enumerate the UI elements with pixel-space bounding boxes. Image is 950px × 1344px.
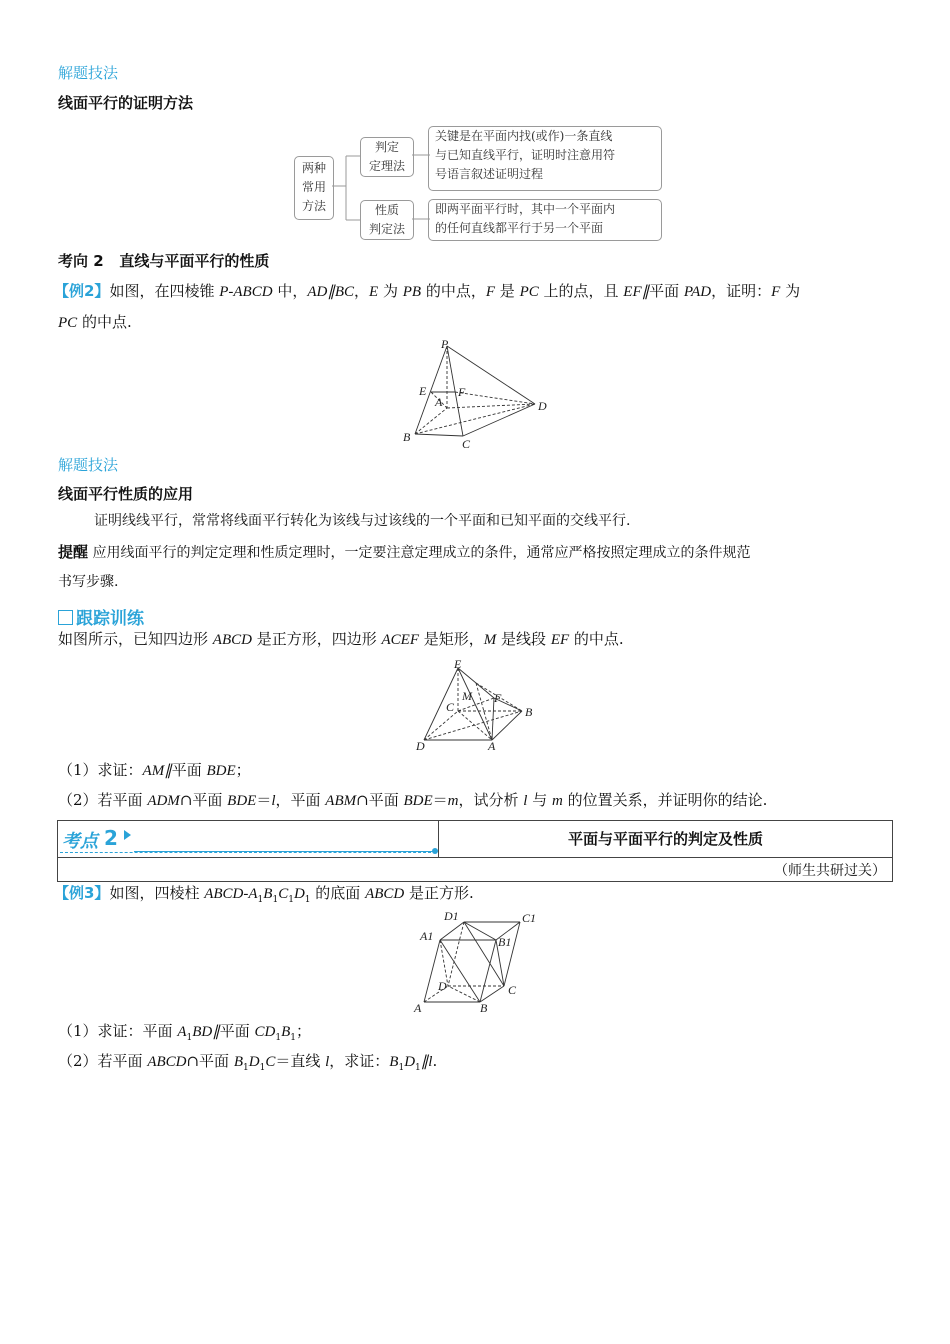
section2-paragraph: 证明线线平行，常常将线面平行转化为该线与过该线的一个平面和已知平面的交线平行. bbox=[94, 513, 631, 529]
method-heading-1: 解题技法 bbox=[58, 64, 119, 82]
example3-question-2: （2）若平面 ABCD∩平面 $B_1D_1C=$直线 l，求证：$B_1D_1\parallel l$. bbox=[58, 1052, 438, 1073]
prism-label-a: A bbox=[414, 1001, 422, 1015]
tip-label: 提醒 bbox=[58, 543, 89, 561]
prism-label-d: D bbox=[438, 979, 447, 993]
prism-label-c: C bbox=[508, 983, 517, 997]
example3-text: 【例3】如图，四棱柱 ABCD-$A_1B_1C_1D_1$ 的底面 ABCD 是正方形. bbox=[54, 884, 474, 905]
prism-label-a1: A1 bbox=[420, 929, 434, 943]
fig2-label-e: E bbox=[454, 657, 462, 671]
diagram-branch-2-desc: 即两平面平行时，其中一个平面内 的任何直线都平行于另一个平面 bbox=[428, 199, 662, 241]
pyramid-label-e: E bbox=[419, 384, 427, 398]
practice-heading: 跟踪训练 bbox=[58, 604, 144, 629]
play-arrow-icon bbox=[124, 830, 131, 840]
example2-text: 【例2】如图，在四棱锥 P-ABCD 中，AD∥BC，E 为 PB 的中点，F 是 PC 上的点，且 EF∥平面 PAD，证明：F 为 bbox=[54, 282, 801, 300]
tip-block: 提醒 应用线面平行的判定定理和性质定理时，一定要注意定理成立的条件，通常应严格按照定理成立的条件规范 书写步骤. bbox=[58, 543, 751, 590]
kaodian-note: （师生共研过关） bbox=[774, 863, 886, 879]
fig2-label-b: B bbox=[525, 705, 533, 719]
kaodian-header bbox=[57, 820, 893, 882]
practice-text: 如图所示，已知四边形 ABCD 是正方形，四边形 ACEF 是矩形，M 是线段 EF 的中点. bbox=[58, 630, 624, 648]
pyramid-label-b: B bbox=[403, 430, 411, 444]
prism-label-c1: C1 bbox=[522, 911, 537, 925]
practice-question-2: （2）若平面 ADM∩平面 BDE＝l，平面 ABM∩平面 BDE＝m，试分析 l 与 m 的位置关系，并证明你的结论. bbox=[58, 791, 768, 809]
kaodian-label: 考点 bbox=[62, 831, 98, 852]
pyramid-figure bbox=[395, 336, 565, 454]
diagram-branch-1-desc: 关键是在平面内找(或作)一条直线 与已知直线平行，证明时注意用符 号语言叙述证明过程 bbox=[428, 126, 662, 191]
fig2-label-d: D bbox=[416, 739, 425, 753]
fig2-label-a: A bbox=[488, 739, 496, 753]
fig2-label-c: C bbox=[446, 700, 455, 714]
square-rect-figure bbox=[410, 656, 540, 754]
checkbox-icon bbox=[58, 610, 73, 625]
example2-text-line2: PC 的中点. bbox=[58, 313, 132, 331]
diagram-branch-2-label: 性质 判定法 bbox=[360, 200, 414, 240]
pyramid-label-p: P bbox=[441, 337, 449, 351]
diagram-branch-1-label: 判定 定理法 bbox=[360, 137, 414, 177]
section-title-2: 线面平行性质的应用 bbox=[58, 485, 194, 503]
practice-question-1: （1）求证：AM∥平面 BDE； bbox=[58, 761, 251, 779]
kaodian-dash-line bbox=[60, 852, 436, 853]
kaodian-solid-line bbox=[134, 851, 434, 852]
kaodian-title: 平面与平面平行的判定及性质 bbox=[567, 830, 763, 848]
prism-label-b1: B1 bbox=[498, 935, 512, 949]
section-title-1: 线面平行的证明方法 bbox=[58, 94, 194, 112]
diagram-root: 两种 常用 方法 bbox=[294, 156, 334, 220]
pyramid-label-d: D bbox=[538, 399, 547, 413]
prism-figure bbox=[408, 906, 548, 1018]
direction-heading: 考向 2 直线与平面平行的性质 bbox=[58, 252, 270, 270]
pyramid-label-f: F bbox=[458, 385, 466, 399]
kaodian-label-cell bbox=[58, 821, 439, 857]
pyramid-label-c: C bbox=[462, 437, 471, 451]
pyramid-label-a: A bbox=[435, 395, 443, 409]
kaodian-dot bbox=[432, 848, 438, 854]
example3-question-1: （1）求证：平面 $A_1BD\parallel$平面 $CD_1B_1$； bbox=[58, 1022, 311, 1043]
prism-label-d1: D1 bbox=[444, 909, 459, 923]
fig2-label-m: M bbox=[462, 689, 472, 703]
prism-label-b: B bbox=[480, 1001, 488, 1015]
method-heading-2: 解题技法 bbox=[58, 456, 119, 474]
fig2-label-f: F bbox=[494, 691, 502, 705]
kaodian-number: 2 bbox=[104, 826, 118, 850]
